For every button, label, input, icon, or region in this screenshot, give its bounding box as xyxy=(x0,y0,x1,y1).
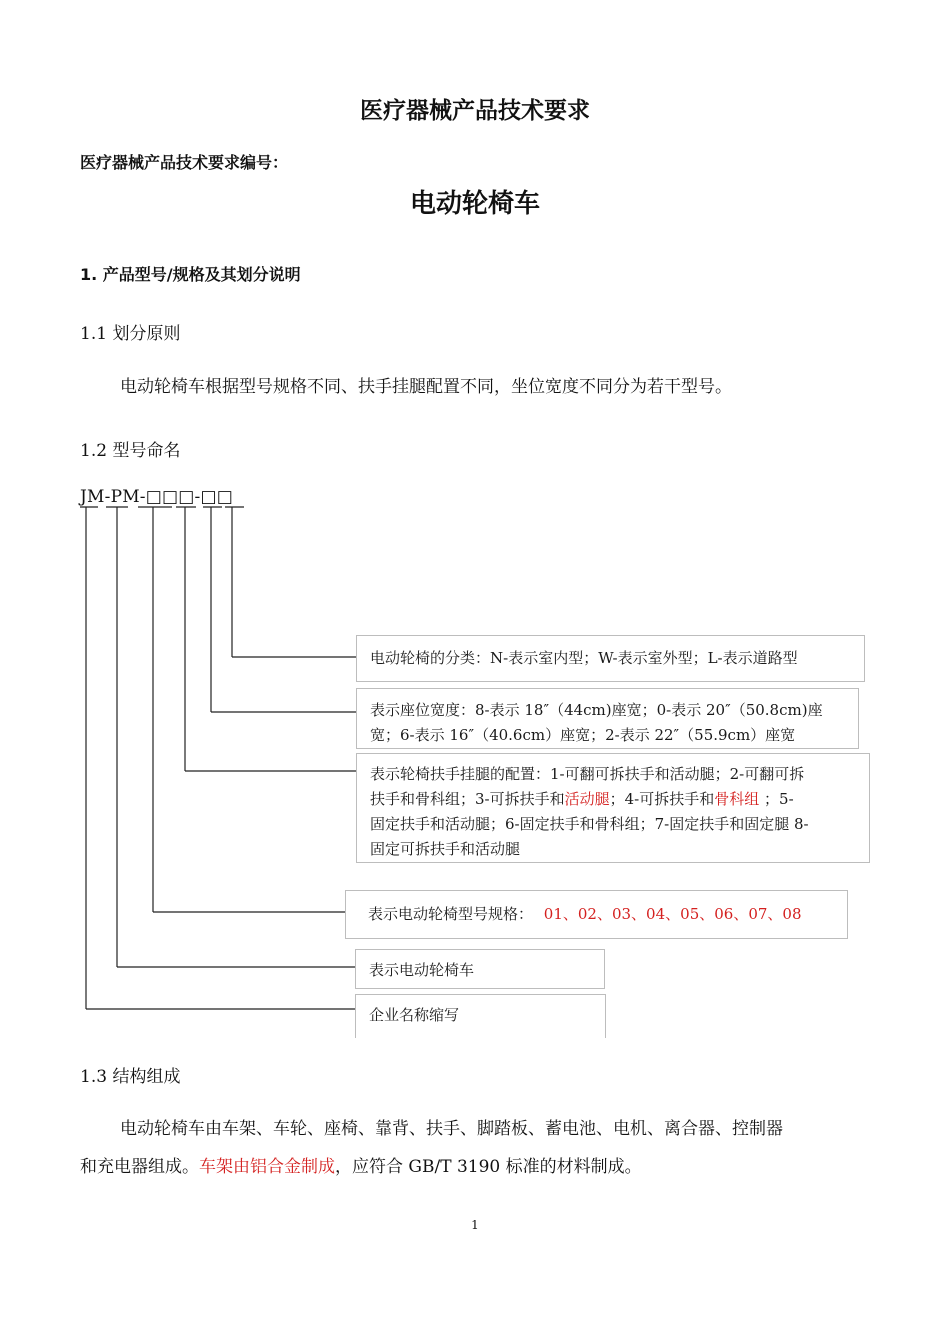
armrest-text-e: ；5- xyxy=(759,790,794,808)
structure-text-b: ，应符合 GB/T 3190 标准的材料制成。 xyxy=(335,1157,642,1177)
section-1-heading: 1. 产品型号/规格及其划分说明 xyxy=(80,265,301,284)
model-spec-codes: 01、02、03、04、05、06、07、08 xyxy=(543,905,802,923)
section-1-1-body: 电动轮椅车根据型号规格不同、扶手挂腿配置不同，坐位宽度不同分为若干型号。 xyxy=(120,377,732,397)
box-classification-text: 电动轮椅的分类：N-表示室内型；W-表示室外型；L-表示道路型 xyxy=(370,649,798,667)
structure-text-a: 和充电器组成。 xyxy=(80,1157,199,1177)
section-1-2-heading: 1.2 型号命名 xyxy=(80,441,181,461)
document-title: 医疗器械产品技术要求 xyxy=(360,98,590,124)
section-1-1-heading: 1.1 划分原则 xyxy=(80,324,181,344)
box-model-spec-text xyxy=(368,902,802,927)
box-seat-width-line-1: 表示座位宽度：8-表示 18″（44cm)座宽；0-表示 20″（50.8cm)座 xyxy=(370,701,823,719)
box-electric-wheelchair-text: 表示电动轮椅车 xyxy=(369,961,475,979)
box-model-spec xyxy=(345,890,848,939)
armrest-text-c: ；4-可拆扶手和 xyxy=(609,790,715,808)
box-company-abbr xyxy=(355,994,606,1038)
armrest-highlight-orthopedic-set: 骨科组 xyxy=(714,790,760,808)
technical-requirement-code-label: 医疗器械产品技术要求编号： xyxy=(80,153,289,172)
section-1-3-heading: 1.3 结构组成 xyxy=(80,1067,181,1087)
frame-material-highlight: 车架由铝合金制成 xyxy=(199,1157,335,1177)
box-seat-width xyxy=(356,688,859,749)
armrest-text-a: 扶手和骨科组；3-可拆扶手和 xyxy=(370,790,565,808)
box-armrest-line-1: 表示轮椅扶手挂腿的配置：1-可翻可拆扶手和活动腿；2-可翻可拆 xyxy=(370,765,805,783)
box-armrest-line-3: 固定扶手和活动腿；6-固定扶手和骨科组；7-固定扶手和固定腿 8- xyxy=(370,815,809,833)
box-armrest-line-4: 固定可拆扶手和活动腿 xyxy=(370,840,521,858)
product-name: 电动轮椅车 xyxy=(409,189,540,219)
box-company-abbr-text: 企业名称缩写 xyxy=(369,1006,460,1024)
box-electric-wheelchair xyxy=(355,949,605,989)
page-number: 1 xyxy=(471,1218,479,1232)
model-code: JM-PM-□□□-□□ xyxy=(80,487,234,507)
box-armrest-config xyxy=(356,753,870,863)
section-1-3-line-1: 电动轮椅车由车架、车轮、座椅、靠背、扶手、脚踏板、蓄电池、电机、离合器、控制器 xyxy=(120,1119,783,1139)
box-seat-width-line-2: 宽；6-表示 16″（40.6cm）座宽；2-表示 22″（55.9cm）座宽 xyxy=(370,726,796,744)
box-armrest-line-2 xyxy=(370,787,794,812)
section-1-3-line-2 xyxy=(80,1152,642,1177)
model-spec-prefix: 表示电动轮椅型号规格： xyxy=(368,905,534,923)
armrest-highlight-movable-leg: 活动腿 xyxy=(564,790,610,808)
box-classification xyxy=(356,635,865,682)
